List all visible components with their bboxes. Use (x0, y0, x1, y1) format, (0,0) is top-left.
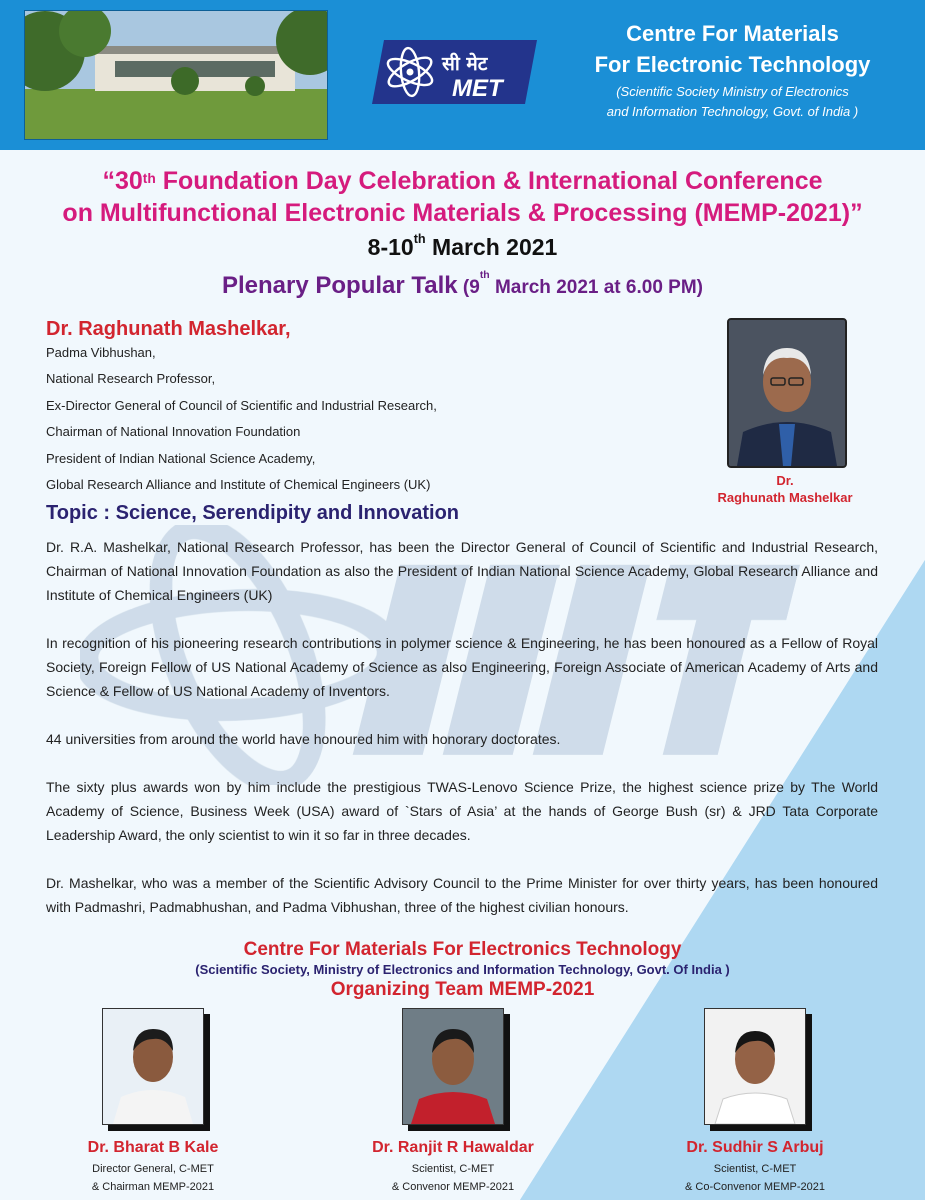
cmet-logo (372, 40, 537, 104)
event-dates: 8-10th March 2021 (367, 232, 558, 260)
speaker-name: Dr. Raghunath Mashelkar, (46, 318, 291, 340)
org-subtitle-line1: (Scientific Society Ministry of Electronics (616, 84, 849, 99)
footer-org-subtitle: (Scientific Society, Ministry of Electronics and Information Technology, Govt. Of India ) (195, 962, 730, 977)
team-member-name: Dr. Ranjit R Hawaldar (372, 1139, 534, 1156)
team-member-photo (704, 1008, 806, 1125)
team-member-photo (402, 1008, 504, 1125)
team-member-card (640, 1008, 870, 1196)
org-name-line1: Centre For Materials (626, 21, 839, 46)
team-member-card (338, 1008, 568, 1196)
footer-organizer (0, 938, 925, 1002)
event-title: “30th Foundation Day Celebration & International Conference on Multifunctional Electronic Materials & Processing (MEMP-2021)” (62, 167, 863, 227)
team-member-role: Scientist, C-MET (713, 1163, 797, 1175)
speaker-photo-caption: Dr. Raghunath Mashelkar (717, 473, 853, 505)
team-member-name: Dr. Sudhir S Arbuj (686, 1139, 824, 1156)
credential-item: Chairman of National Innovation Foundation (46, 424, 301, 440)
talk-topic: Topic : Science, Serendipity and Innovation (46, 502, 460, 524)
team-member-role: & Co-Convenor MEMP-2021 (684, 1181, 825, 1193)
team-member-photo (102, 1008, 204, 1125)
bio-paragraph: Dr. Mashelkar, who was a member of the Scientific Advisory Council to the Prime Minister for over thirty years, has been honoured with Padmashri, Padmabhushan, and Padma Vibhushan, three of the highest civilian honours. (46, 875, 878, 915)
bio-paragraph: In recognition of his pioneering research contributions in polymer science & Engineering, he has been honoured as a Fellow of Royal Society, Foreign Fellow of US National Academy of Science as also Engineering, Foreign Associate of American Academy of Arts and Science & Fellow of US National Academy of Inventors. (46, 635, 878, 699)
header-band (0, 0, 925, 150)
speaker-biography (46, 535, 878, 943)
team-member-role: & Chairman MEMP-2021 (91, 1181, 215, 1193)
bio-paragraph: 44 universities from around the world have honoured him with honorary doctorates. (46, 731, 561, 747)
svg-text:सी मेट: सी मेट (442, 53, 488, 75)
footer-org-name: Centre For Materials For Electronics Technology (243, 939, 682, 960)
speaker-photo (727, 318, 847, 468)
credential-item: National Research Professor, (46, 371, 216, 387)
credential-item: President of Indian National Science Academy, (46, 450, 316, 466)
org-subtitle-line2: and Information Technology, Govt. of India ) (606, 104, 859, 119)
bio-paragraph: Dr. R.A. Mashelkar, National Research Professor, has been the Director General of Council of Scientific and Industrial Research, Chairman of National Innovation Foundation as also the President of Indian National Science Academy, Global Research Alliance and Institute of Chemical Engineers (UK) (46, 539, 878, 603)
team-member-role: Director General, C-MET (92, 1163, 214, 1175)
team-member-role: & Convenor MEMP-2021 (391, 1181, 515, 1193)
credential-item: Padma Vibhushan, (46, 345, 156, 360)
bio-paragraph: The sixty plus awards won by him include the prestigious TWAS-Lenovo Science Prize, the highest science prize by The World Academy of Science, Business Week (USA) award of `Stars of Asia’ at the hands of George Bush (sr) & JRD Tata Corporate Leadership Award, the only scientist to win it so far in three decades. (46, 779, 878, 843)
credential-item: Ex-Director General of Council of Scientific and Industrial Research, (46, 397, 437, 413)
org-name-block (560, 18, 905, 122)
svg-text:MET: MET (452, 75, 503, 102)
plenary-talk-heading: Plenary Popular Talk (9th March 2021 at 6.00 PM) (221, 270, 703, 299)
team-member-card (38, 1008, 268, 1196)
team-member-name: Dr. Bharat B Kale (87, 1139, 219, 1156)
org-name-line2: For Electronic Technology (594, 52, 871, 77)
credential-item: Global Research Alliance and Institute of Chemical Engineers (UK) (46, 476, 431, 492)
team-member-role: Scientist, C-MET (411, 1163, 495, 1175)
organizing-team-title: Organizing Team MEMP-2021 (330, 979, 595, 1000)
speaker-credentials (46, 345, 437, 503)
campus-photo (24, 10, 328, 140)
